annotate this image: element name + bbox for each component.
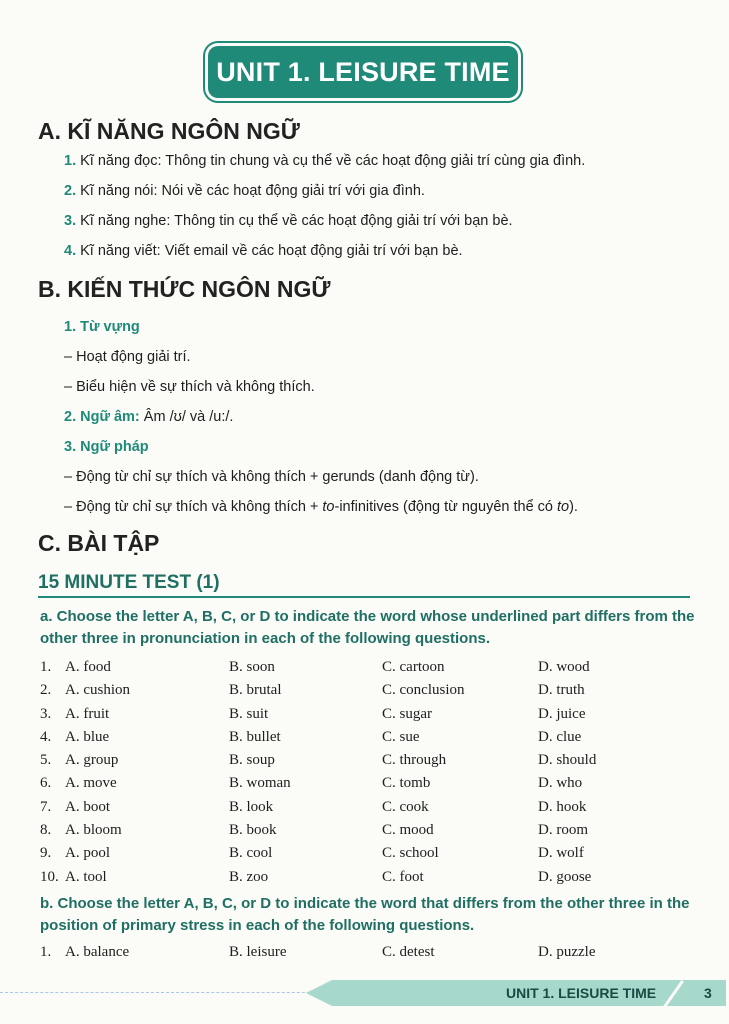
list-item: 2. Kĩ năng nói: Nói về các hoạt động giải trí với gia đình.: [64, 183, 425, 199]
knowledge-block: [64, 317, 578, 527]
stress-question-row: 1. A. balance B. leisure C. detest D. puzzle: [40, 944, 596, 960]
footer-unit-title: UNIT 1. LEISURE TIME: [506, 985, 657, 1001]
vocab-heading: 1. Từ vựng: [64, 319, 140, 335]
grammar-item: – Động từ chỉ sự thích và không thích + gerunds (danh động từ).: [64, 469, 479, 485]
list-item: 4. Kĩ năng viết: Viết email về các hoạt động giải trí với bạn bè.: [64, 243, 463, 259]
vocab-item: – Biểu hiện về sự thích và không thích.: [64, 379, 315, 395]
unit-title: UNIT 1. LEISURE TIME: [216, 56, 510, 87]
grammar-heading: 3. Ngữ pháp: [64, 439, 149, 455]
divider: [38, 596, 690, 598]
section-a-title: A. KĨ NĂNG NGÔN NGỮ: [38, 118, 300, 144]
footer-dashed-line: [0, 992, 330, 993]
test-title: 15 MINUTE TEST (1): [38, 572, 220, 593]
instruction-a: a. Choose the letter A, B, C, or D to indicate the word whose underlined part differs from the other three in pronunciation in each of the following questions.: [40, 608, 695, 647]
list-item: 1. Kĩ năng đọc: Thông tin chung và cụ thể về các hoạt động giải trí cùng gia đình.: [64, 153, 586, 169]
skills-list: [64, 151, 585, 271]
section-c-title: C. BÀI TẬP: [38, 530, 160, 556]
instruction-b: b. Choose the letter A, B, C, or D to indicate the word that differs from the other three in the position of primary stress in each of the following questions.: [40, 895, 690, 934]
list-item: 3. Kĩ năng nghe: Thông tin cụ thể về các hoạt động giải trí với bạn bè.: [64, 213, 513, 229]
vocab-item: – Hoạt động giải trí.: [64, 349, 191, 365]
page-number: 3: [704, 985, 712, 1001]
unit-title-banner: [208, 46, 518, 98]
phonetics-heading: 2. Ngữ âm:: [64, 409, 140, 425]
grammar-item: – Động từ chỉ sự thích và không thích + to-infinitives (động từ nguyên thể có to).: [64, 499, 578, 515]
section-b-title: B. KIẾN THỨC NGÔN NGỮ: [38, 276, 331, 302]
phonetics-text: Âm /ʊ/ và /u:/.: [143, 409, 234, 425]
